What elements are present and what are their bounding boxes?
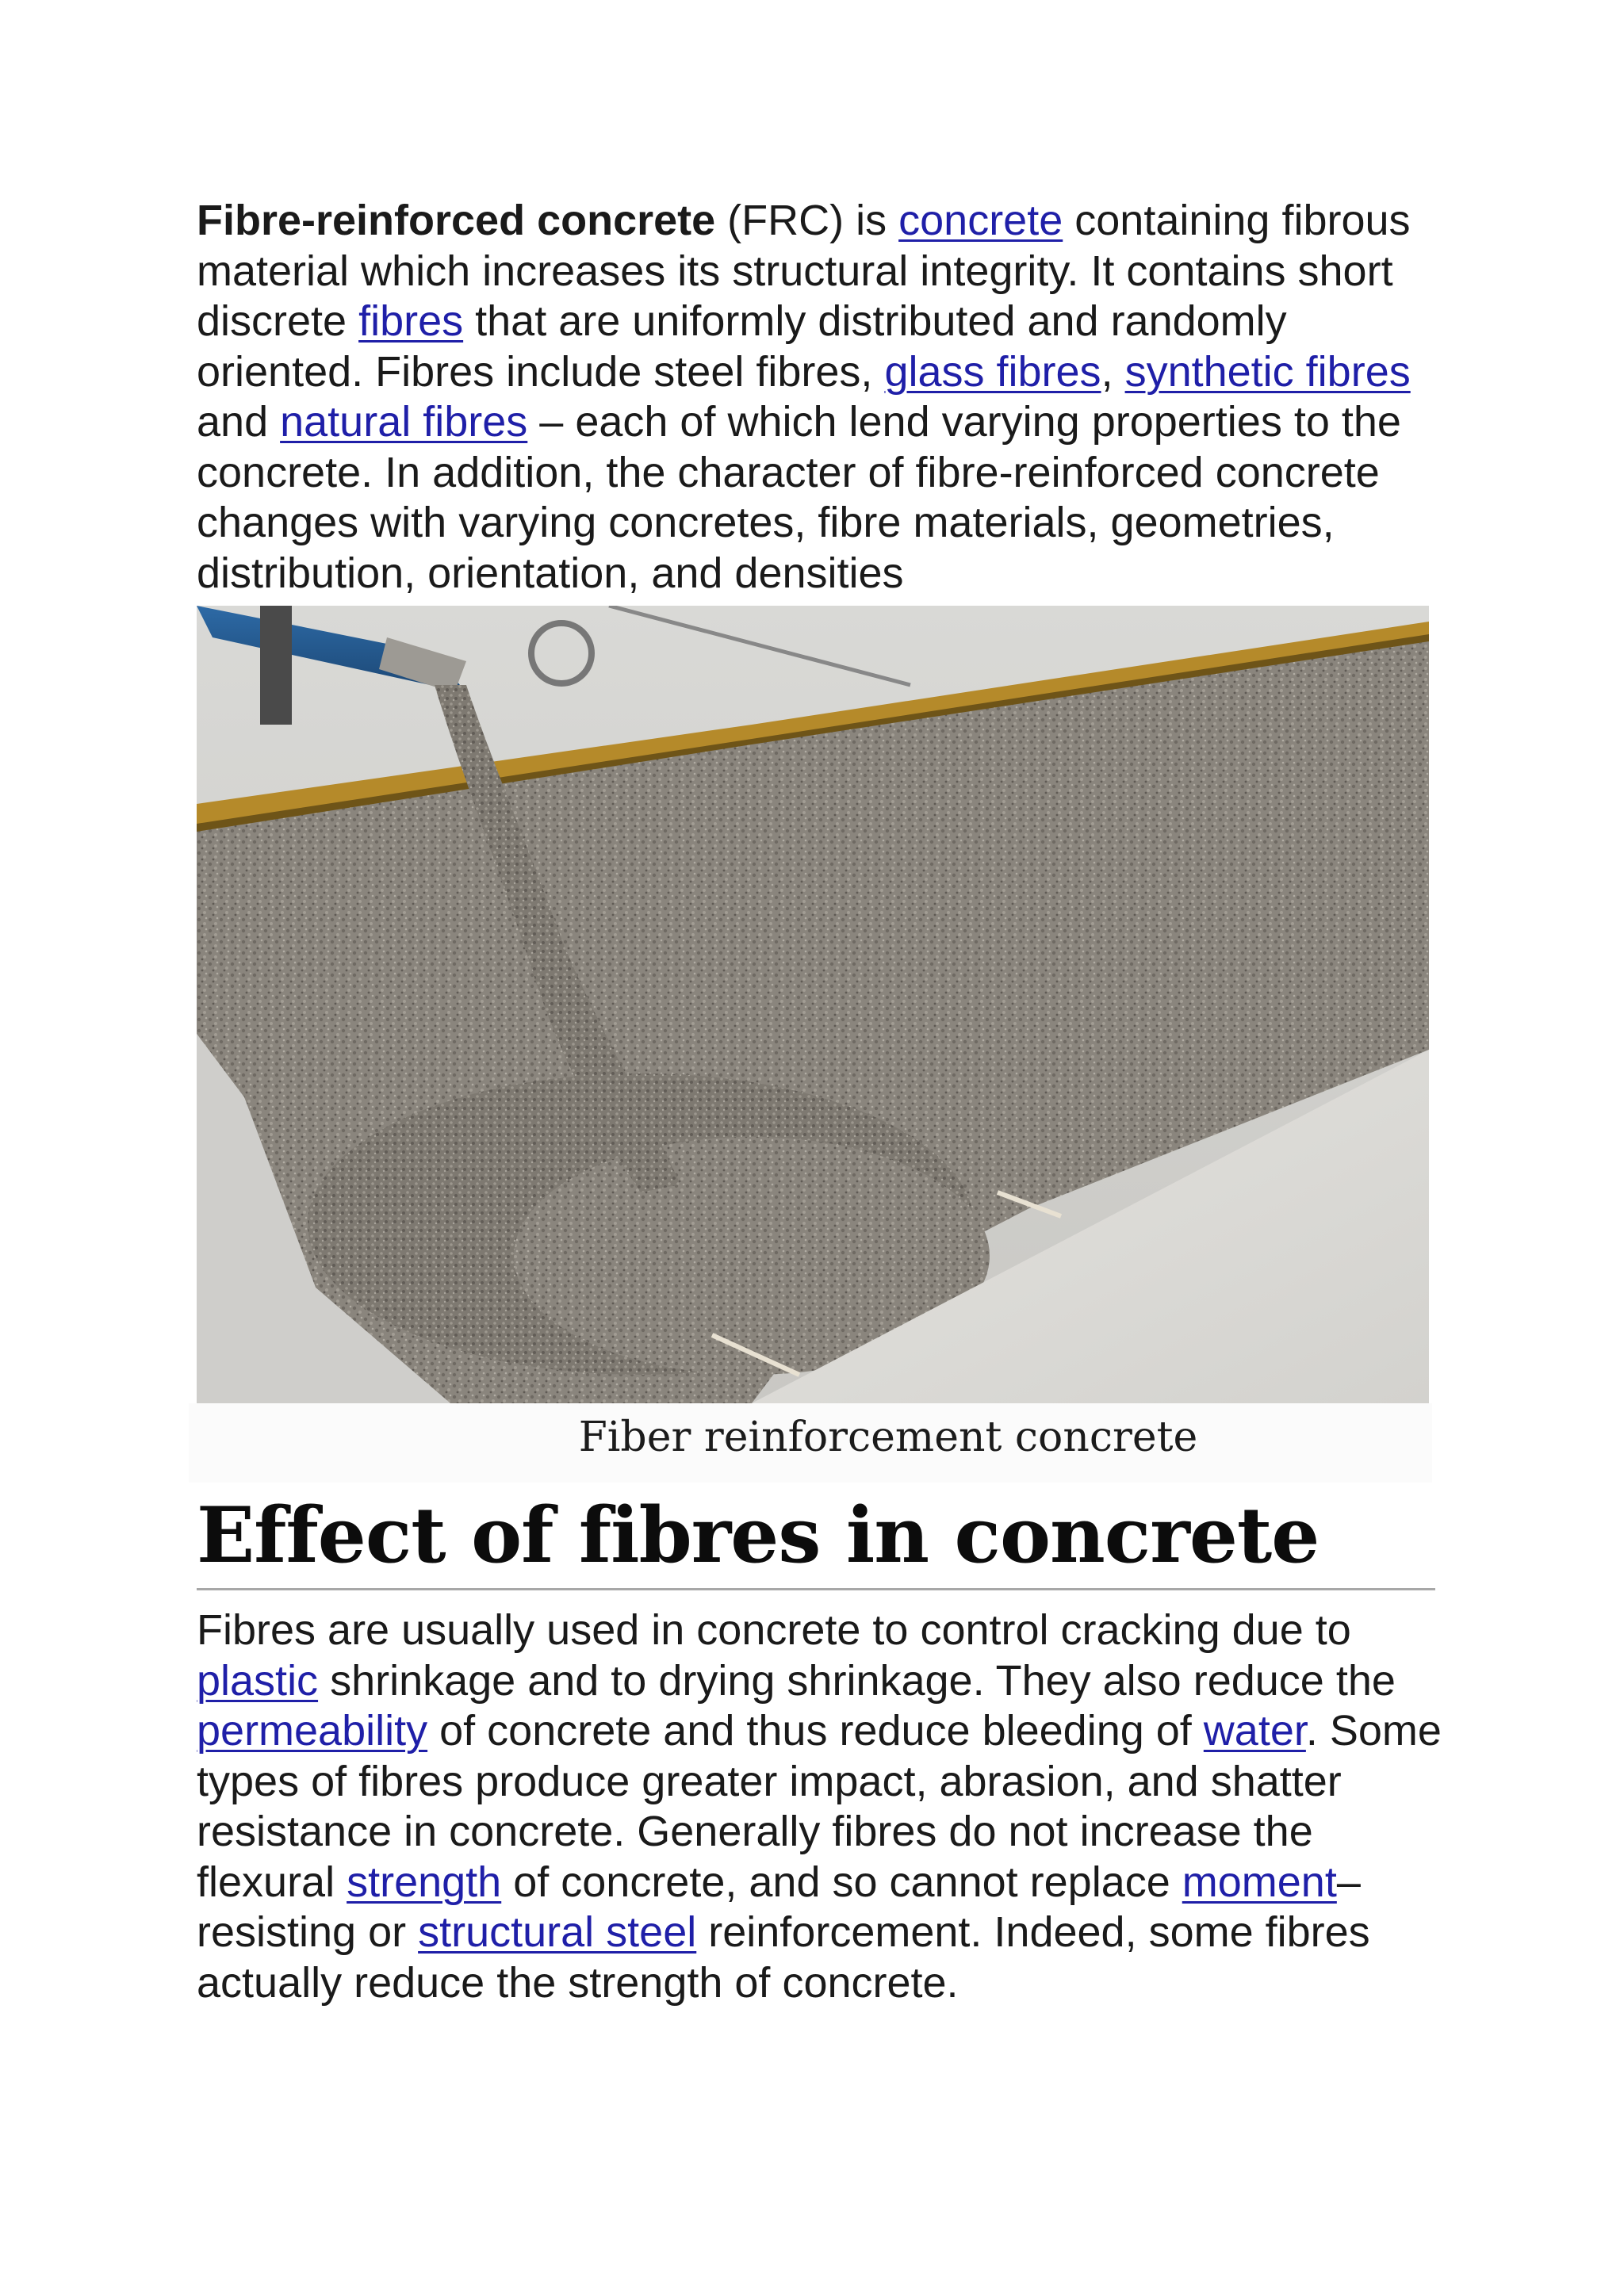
intro-text: – each of which lend varying properties to the concrete. In addition, the character of fibre-reinforced concrete changes with varying concretes, fibre materials, geometries, distribution, orientation, and densities — [197, 398, 1401, 597]
effect-text: Fibres are usually used in concrete to control cracking due to — [197, 1606, 1351, 1654]
intro-text: containing fibrous material which increases its structural integrity. It contains short discrete — [197, 197, 1411, 345]
intro-text: (FRC) is — [715, 197, 899, 244]
intro-text: that are uniformly distributed and randomly oriented. Fibres include steel fibres, — [197, 297, 1287, 396]
effect-text: of concrete, and so cannot replace — [501, 1858, 1182, 1906]
link-water[interactable]: water — [1203, 1707, 1306, 1755]
link-plastic[interactable]: plastic — [197, 1656, 319, 1705]
intro-text: , — [1101, 347, 1125, 396]
effect-text: shrinkage and to drying shrinkage. They also reduce the — [318, 1656, 1396, 1705]
figure-caption: Fiber reinforcement concrete — [578, 1414, 1198, 1461]
effect-text: reinforcement. Indeed, some fibres actually reduce the strength of concrete. — [197, 1908, 1370, 2007]
concrete-pour-photo — [197, 606, 1429, 1403]
heading-divider — [197, 1588, 1435, 1590]
intro-text: and — [197, 398, 281, 446]
link-permeability[interactable]: permeability — [197, 1707, 428, 1755]
link-natural-fibres[interactable]: natural fibres — [280, 398, 528, 446]
effect-text: of concrete and thus reduce bleeding of — [427, 1707, 1204, 1755]
link-structural-steel[interactable]: structural steel — [418, 1908, 697, 1956]
link-glass-fibres[interactable]: glass fibres — [884, 347, 1101, 396]
concrete-pour-illustration — [197, 606, 1429, 1403]
link-moment[interactable]: moment — [1182, 1858, 1337, 1906]
link-synthetic-fibres[interactable]: synthetic fibres — [1124, 347, 1411, 396]
intro-term: Fibre-reinforced concrete — [197, 197, 716, 244]
link-concrete[interactable]: concrete — [898, 197, 1063, 244]
effect-text: –resisting or — [197, 1858, 1361, 1956]
link-strength[interactable]: strength — [347, 1858, 502, 1906]
section-heading: Effect of fibres in concrete — [197, 1490, 1320, 1580]
effect-paragraph — [197, 1605, 1450, 2008]
effect-text: . Some types of fibres produce greater impact, abrasion, and shatter resistance in concrete. Generally fibres do not increase the flexural — [197, 1707, 1442, 1906]
link-fibres[interactable]: fibres — [358, 297, 464, 345]
intro-paragraph — [197, 196, 1434, 599]
